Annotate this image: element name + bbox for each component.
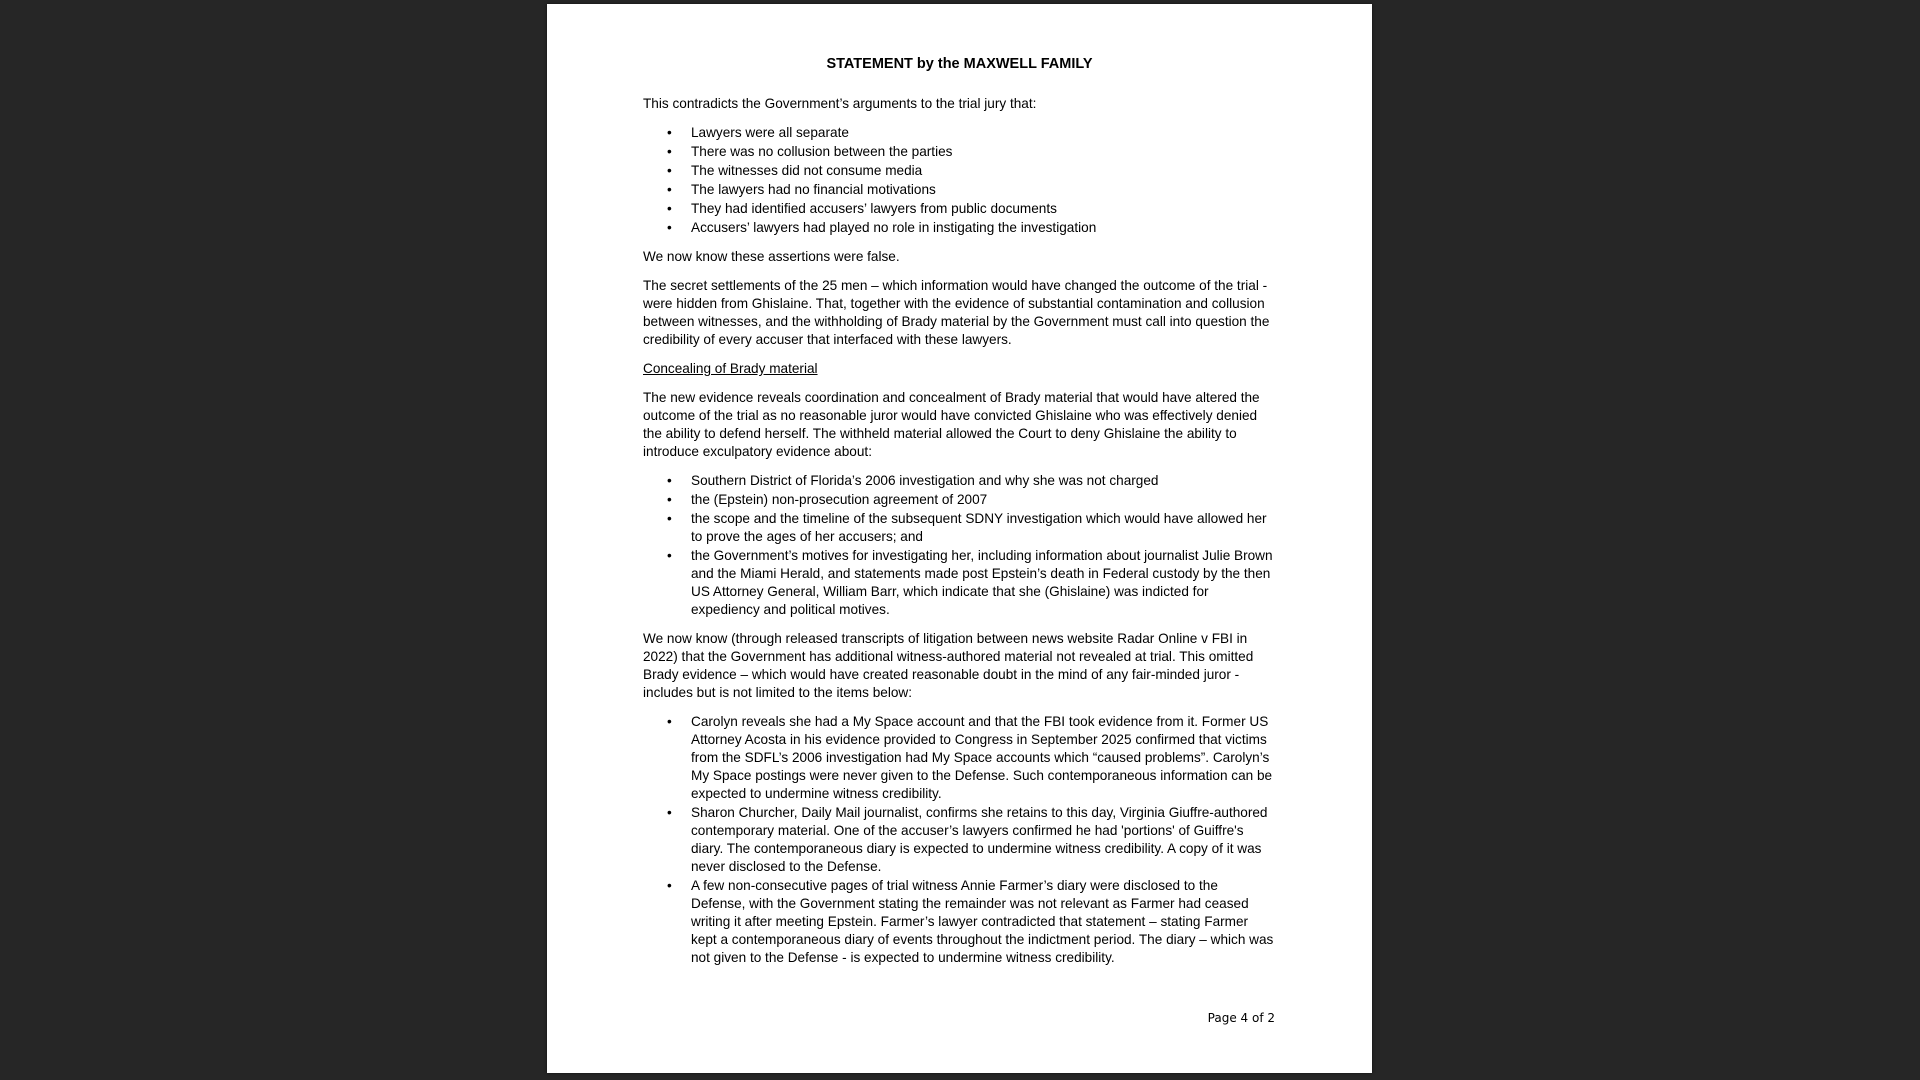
assertions-list	[643, 124, 1276, 237]
list-item: • Accusers’ lawyers had played no role in instigating the investigation	[691, 219, 1276, 237]
list-item: • the scope and the timeline of the subsequent SDNY investigation which would have allowed her to prove the ages of her accusers; and	[691, 510, 1276, 546]
list-item: • A few non-consecutive pages of trial witness Annie Farmer’s diary were disclosed to the Defense, with the Government stating the remainder was not relevant as Farmer had ceased writing it after meeting Epstein. Farmer’s lawyer contradicted that statement – stating Farmer kept a contemporaneous diary of events throughout the indictment period. The diary – which was not given to the Defense - is expected to undermine witness credibility.	[691, 877, 1276, 967]
document-title: STATEMENT by the MAXWELL FAMILY	[826, 56, 1093, 72]
omitted-evidence-list	[643, 713, 1276, 967]
list-item: • the Government’s motives for investigating her, including information about journalist Julie Brown and the Miami Herald, and statements made post Epstein’s death in Federal custody by the then US Attorney General, William Barr, which indicate that she (Ghislaine) was indicted for expediency and political motives.	[691, 547, 1276, 619]
settlements-paragraph: The secret settlements of the 25 men – which information would have changed the outcome of the trial - were hidden from Ghislaine. That, together with the evidence of substantial contamination and collusion between witnesses, and the withholding of Brady material by the Government must call into question the credibility of every accuser that interfaced with these lawyers.	[643, 278, 1270, 347]
brady-paragraph: The new evidence reveals coordination and concealment of Brady material that would have altered the outcome of the trial as no reasonable juror would have convicted Ghislaine who was effectively denied the ability to defend herself. The withheld material allowed the Court to deny Ghislaine the ability to introduce exculpatory evidence about:	[643, 390, 1260, 459]
page-number: Page 4 of 2	[1207, 1011, 1275, 1025]
exculpatory-list	[643, 472, 1276, 619]
list-item: • They had identified accusers’ lawyers from public documents	[691, 200, 1276, 218]
document-page	[547, 4, 1372, 1073]
list-item: • The lawyers had no financial motivations	[691, 181, 1276, 199]
list-item: • Southern District of Florida’s 2006 investigation and why she was not charged	[691, 472, 1276, 490]
list-item: • Sharon Churcher, Daily Mail journalist, confirms she retains to this day, Virginia Giuffre-authored contemporary material. One of the accuser’s lawyers confirmed he had 'portions' of Guiffre's diary. The contemporaneous diary is expected to undermine witness credibility. A copy of it was never disclosed to the Defense.	[691, 804, 1276, 876]
list-item: • the (Epstein) non-prosecution agreement of 2007	[691, 491, 1276, 509]
list-item: • There was no collusion between the parties	[691, 143, 1276, 161]
radar-online-paragraph: We now know (through released transcripts of litigation between news website Radar Online v FBI in 2022) that the Government has additional witness-authored material not revealed at trial. This omitted Brady evidence – which would have created reasonable doubt in the mind of any fair-minded juror - includes but is not limited to the items below:	[643, 631, 1254, 700]
false-assertions-paragraph: We now know these assertions were false.	[643, 249, 900, 264]
intro-paragraph: This contradicts the Government’s arguments to the trial jury that:	[643, 96, 1037, 111]
section-heading: Concealing of Brady material	[643, 361, 818, 376]
list-item: • Lawyers were all separate	[691, 124, 1276, 142]
list-item: • Carolyn reveals she had a My Space account and that the FBI took evidence from it. Former US Attorney Acosta in his evidence provided to Congress in September 2025 confirmed that victims from the SDFL’s 2006 investigation had My Space accounts which “caused problems”. Carolyn’s My Space postings were never given to the Defense. Such contemporaneous information can be expected to undermine witness credibility.	[691, 713, 1276, 803]
list-item: • The witnesses did not consume media	[691, 162, 1276, 180]
